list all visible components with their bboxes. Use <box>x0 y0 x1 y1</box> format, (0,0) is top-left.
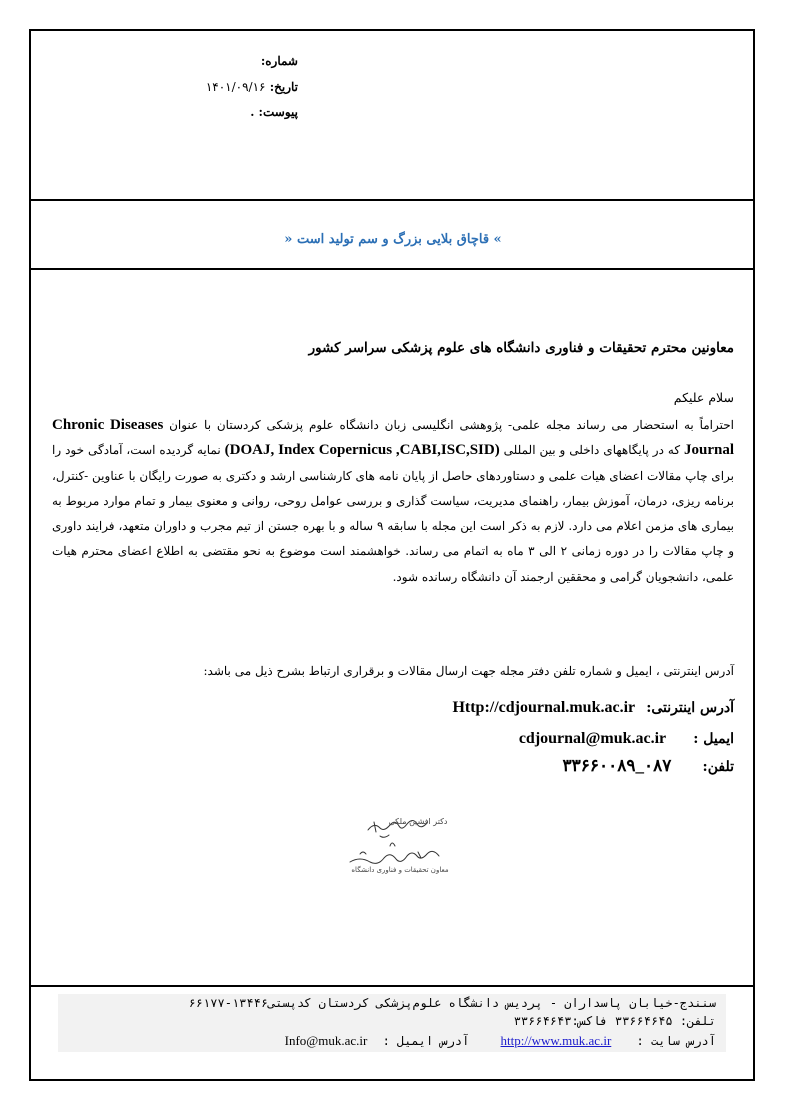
website-link[interactable]: Http://cdjournal.muk.ac.ir <box>452 699 636 716</box>
body-part-1: احتراماً به استحضار می رساند مجله علمی- پژوهشی انگلیسی زبان دانشگاه علوم پزشکی کردستان با عنوان <box>163 418 734 432</box>
letter-number-label: شماره: <box>260 54 298 68</box>
footer-divider <box>30 985 754 987</box>
signature <box>330 810 470 880</box>
phone-label: تلفن: <box>702 759 734 775</box>
footer-site-label: آدرس سایت : <box>636 1034 716 1048</box>
footer-links <box>285 1033 716 1049</box>
footer-email[interactable]: Info@muk.ac.ir <box>284 1033 368 1048</box>
body-part-3: نمایه گردیده است، آمادگی خود را برای چاپ مقالات اعضای هیات علمی و دستاوردهای حاصل از پایان نامه های کارشناسی ارشد و دکتری به صورت رایگان با عناوین -کنترل، برنامه ریزی، درمان، آموزش بیمار، راهنمای مدیریت، سیاست گذاری و بررسی عوامل روحی، روانی و معنوی بیمار و تمام موارد مربوط به بیماری های مزمن اعلام می دارد. لازم به ذکر است این مجله با سابقه ۹ ساله و با بهره جستن از تیم مجرب و داوران متعهد، فرایند داوری و چاپ مقالات را در دوره زمانی ۲ الی ۳ ماه به اتمام می رساند. خواهشمند است موضوع به نحو مقتضی به اطلاع اعضای محترم هیات علمی، دانشجویان گرامی و محققین ارجمند آن دانشگاه رسانده شود. <box>52 443 735 584</box>
footer-address: سنندج-خیابان پاسداران - پردیس دانشگاه علوم‌پزشکی کردستان کدپستی۱۳۴۴۶-۶۶۱۷۷ <box>188 996 716 1010</box>
greeting: سلام علیکم <box>673 390 734 405</box>
body-part-2: که در پایگاههای داخلی و بین المللی <box>499 443 684 458</box>
email-row <box>519 728 734 748</box>
footer-phone-fax: تلفن: ۳۳۶۶۴۶۴۵ فاکس:۳۳۶۶۴۶۴۳ <box>513 1014 716 1028</box>
website-label: آدرس اینترنتی: <box>646 700 734 716</box>
date-label: تاریخ: <box>269 80 298 94</box>
attachment-label: پیوست: . <box>250 105 298 119</box>
signature-title: معاون تحقیقات و فناوری دانشگاه <box>351 866 449 874</box>
contact-intro: آدرس اینترنتی ، ایمیل و شماره تلفن دفتر مجله جهت ارسال مقالات و برقراری ارتباط بشرح ذیل می باشد: <box>203 664 734 678</box>
addressee: معاونین محترم تحقیقات و فناوری دانشگاه های علوم پزشکی سراسر کشور <box>308 340 734 356</box>
letter-date <box>206 80 298 94</box>
footer-site-link[interactable]: http://www.muk.ac.ir <box>500 1033 612 1048</box>
footer-email-label: آدرس ایمیل : <box>382 1034 470 1048</box>
journal-indexes: (DOAJ, Index Copernicus ,CABI,ISC,SID) <box>224 442 500 459</box>
header-divider <box>30 199 754 201</box>
email-label: ایمیل : <box>693 731 734 747</box>
phone-number: ۳۳۶۶۰۰۸۹_۰۸۷ <box>562 756 672 775</box>
phone-row <box>563 756 735 776</box>
slogan-divider <box>30 268 754 270</box>
email-link[interactable]: cdjournal@muk.ac.ir <box>518 730 667 747</box>
date-value: ۱۴۰۱/۰۹/۱۶ <box>205 80 266 94</box>
website-row <box>452 697 734 717</box>
signature-name: دکتر افشین ملکی <box>388 817 448 826</box>
journal-name: Chronic Diseases Journal <box>52 417 735 459</box>
footer <box>58 994 726 1052</box>
letter-body <box>52 413 734 590</box>
slogan: » قاچاق بلایی بزرگ و سم تولید است « <box>284 232 502 247</box>
